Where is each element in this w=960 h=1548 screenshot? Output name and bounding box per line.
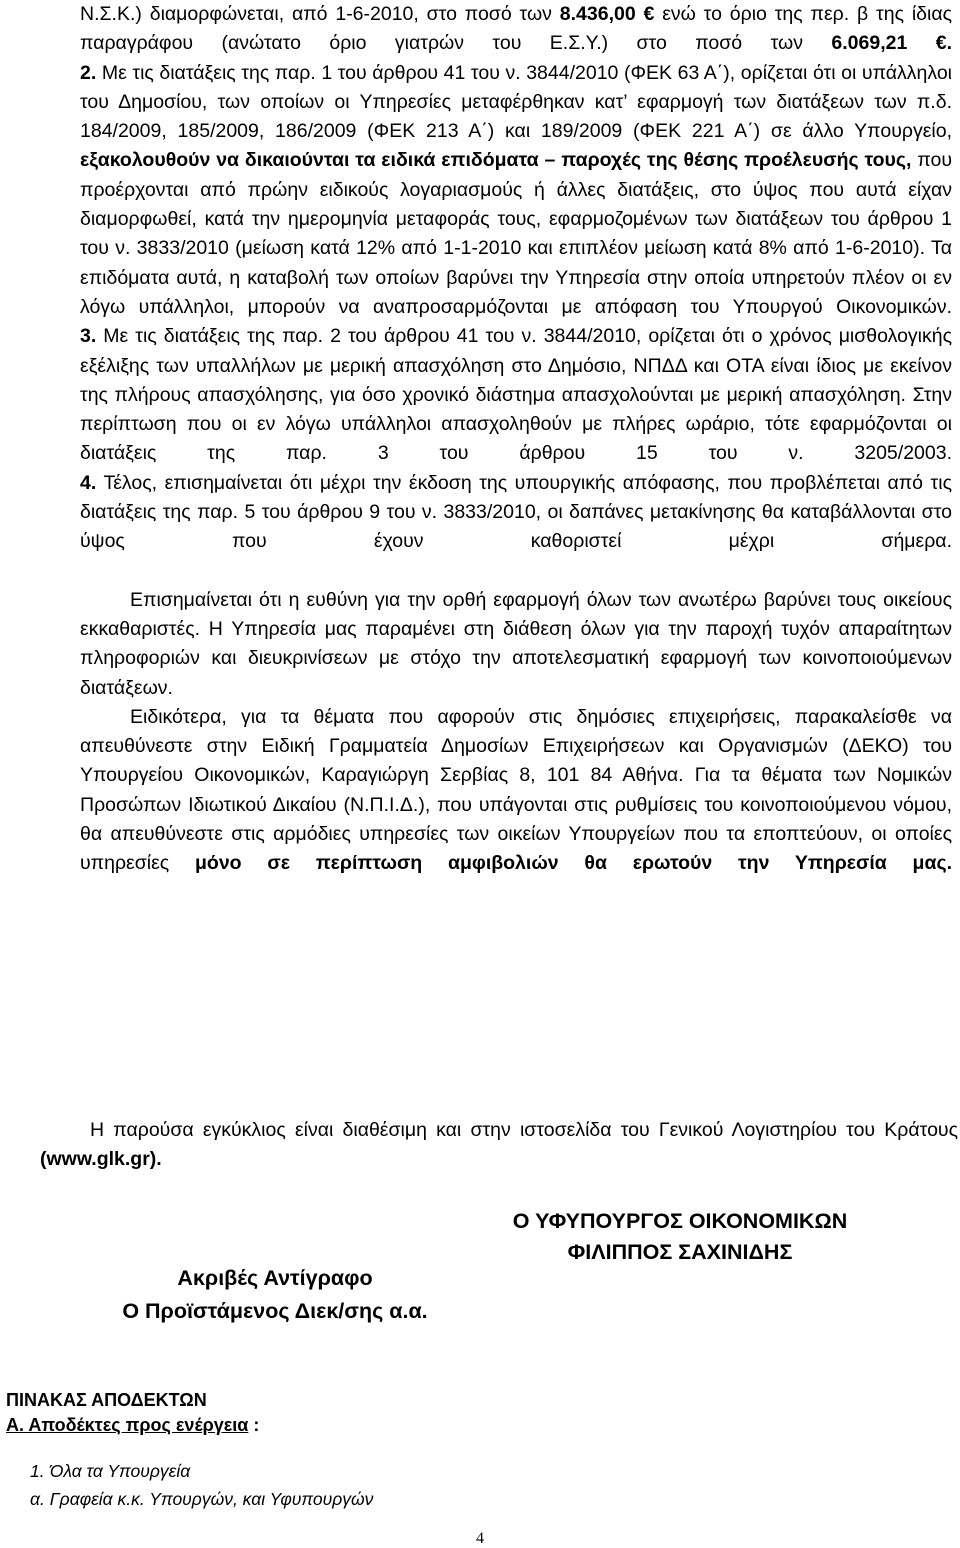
head-of-department-label: Ο Προϊστάμενος Διεκ/σης α.α. [122, 1299, 428, 1323]
paragraph-6: Ειδικότερα, για τα θέματα που αφορούν στις δημόσιες επιχειρήσεις, παρακαλείσθε να απευθύνεστε στην Ειδική Γραμματεία Δημοσίων Επιχειρήσεων και Οργανισμών (ΔΕΚΟ) του Υπουργείου Οικονομικών, Καραγιώργη Σερβίας 8, 101 84 Αθήνα. Για τα θέματα των Νομικών Προσώπων Ιδιωτικού Δικαίου (Ν.Π.Ι.Δ.), που υπάγονται στις ρυθμίσεις του κοινοποιούμενου νόμου, θα απευθύνεστε στις αρμόδιες υπηρεσίες των οικείων Υπουργείων που τα εποπτεύουν, οι οποίες υπηρεσίες μόνο σε περίπτωση αμφιβολιών θα ερωτούν την Υπηρεσία μας. [80, 705, 953, 875]
paragraph-2: 2. Με τις διατάξεις της παρ. 1 του άρθρου 41 του ν. 3844/2010 (ΦΕΚ 63 Α΄), ορίζεται ότι οι υπάλληλοι του Δημοσίου, των οποίων οι Υπηρεσίες μεταφέρθηκαν κατ’ εφαρμογή των διατάξεων των π.δ. 184/2009, 185/2009, 186/2009 (ΦΕΚ 213 Α΄) και 189/2009 (ΦΕΚ 221 Α΄) σε άλλο Υπουργείο, εξακολουθούν να δικαιούνται τα ειδικά επιδόματα – παροχές της θέσης προέλευσής τους, που προέρχονται από πρώην ειδικούς λογαριασμούς ή άλλες διατάξεις, στο ύψος που αυτά είχαν διαμορφωθεί, κατά την ημερομηνία μεταφοράς τους, εφαρμοζομένων των διατάξεων του άρθρου 1 του ν. 3833/2010 (μείωση κατά 12% από 1-1-2010 και επιπλέον μείωση κατά 8% από 1-6-2010). Τα επιδόματα αυτά, η καταβολή των οποίων βαρύνει την Υπηρεσία στην οποία υπηρετούν πλέον οι εν λόγω υπάλληλοι, μπορούν να αναπροσαρμόζονται με απόφαση του Υπουργού Οικονομικών. [80, 61, 953, 318]
paragraph-4: 4. Τέλος, επισημαίνεται ότι μέχρι την έκδοση της υπουργικής απόφασης, που προβλέπεται από τις διατάξεις της παρ. 5 του άρθρου 9 του ν. 3833/2010, οι δαπάνες μετακίνησης θα καταβάλλονται στο ύψος που έχουν καθοριστεί μέχρι σήμερα. [80, 471, 952, 553]
recipients-heading: ΠΙΝΑΚΑΣ ΑΠΟΔΕΚΤΩΝ [6, 1390, 207, 1410]
list-item: α. Γραφεία κ.κ. Υπουργών, και Υφυπουργών [30, 1489, 374, 1509]
certified-copy-label: Ακριβές Αντίγραφο [177, 1266, 373, 1290]
paragraph-5: Επισημαίνεται ότι η ευθύνη για την ορθή εφαρμογή όλων των ανωτέρω βαρύνει τους οικείους εκκαθαριστές. Η Υπηρεσία μας παραμένει στη διάθεση όλων για την παροχή τυχόν απαραίτητων πληροφοριών και διευκρινίσεων με στόχο την αποτελεσματική εφαρμογή των κοινοποιούμενων διατάξεων. [80, 588, 952, 699]
signature-block [420, 1206, 940, 1268]
signatory-title: Ο ΥΦΥΠΟΥΡΓΟΣ ΟΙΚΟΝΟΜΙΚΩΝ [512, 1209, 848, 1233]
recipients-section-a: Α. Αποδέκτες προς ενέργεια : [6, 1415, 260, 1435]
paragraph-1: Ν.Σ.Κ.) διαμορφώνεται, από 1-6-2010, στο ποσό των 8.436,00 € ενώ το όριο της περ. β της ίδιας παραγράφου (ανώτατο όριο γιατρών του Ε.Σ.Υ.) στο ποσό των 6.069,21 €. [80, 3, 953, 55]
recipients-table [6, 1388, 259, 1438]
circular-availability-paragraph: Η παρούσα εγκύκλιος είναι διαθέσιμη και στην ιστοσελίδα του Γενικού Λογιστηρίου του Κράτους (www.glk.gr). [40, 1119, 958, 1171]
paragraph-3: 3. Με τις διατάξεις της παρ. 2 του άρθρου 41 του ν. 3844/2010, ορίζεται ότι ο χρόνος μισθολογικής εξέλιξης των υπαλλήλων με μερική απασχόληση στο Δημόσιο, ΝΠΔΔ και ΟΤΑ είναι ίδιος με εκείνον της πλήρους απασχόλησης, για όσο χρονικό διάστημα απασχολούνται με μερική απασχόληση. Στην περίπτωση που οι εν λόγω υπάλληλοι απασχοληθούν με πλήρες ωράριο, τότε εφαρμόζονται οι διατάξεις της παρ. 3 του άρθρου 15 του ν. 3205/2003. [80, 325, 952, 465]
certified-copy-block [60, 1262, 490, 1328]
page-number: 4 [476, 1530, 484, 1547]
body-text [80, 0, 952, 879]
list-item: 1. Όλα τα Υπουργεία [30, 1461, 191, 1481]
signatory-name: ΦΙΛΙΠΠΟΣ ΣΑΧΙΝΙΔΗΣ [567, 1240, 793, 1264]
recipients-list [30, 1457, 373, 1513]
